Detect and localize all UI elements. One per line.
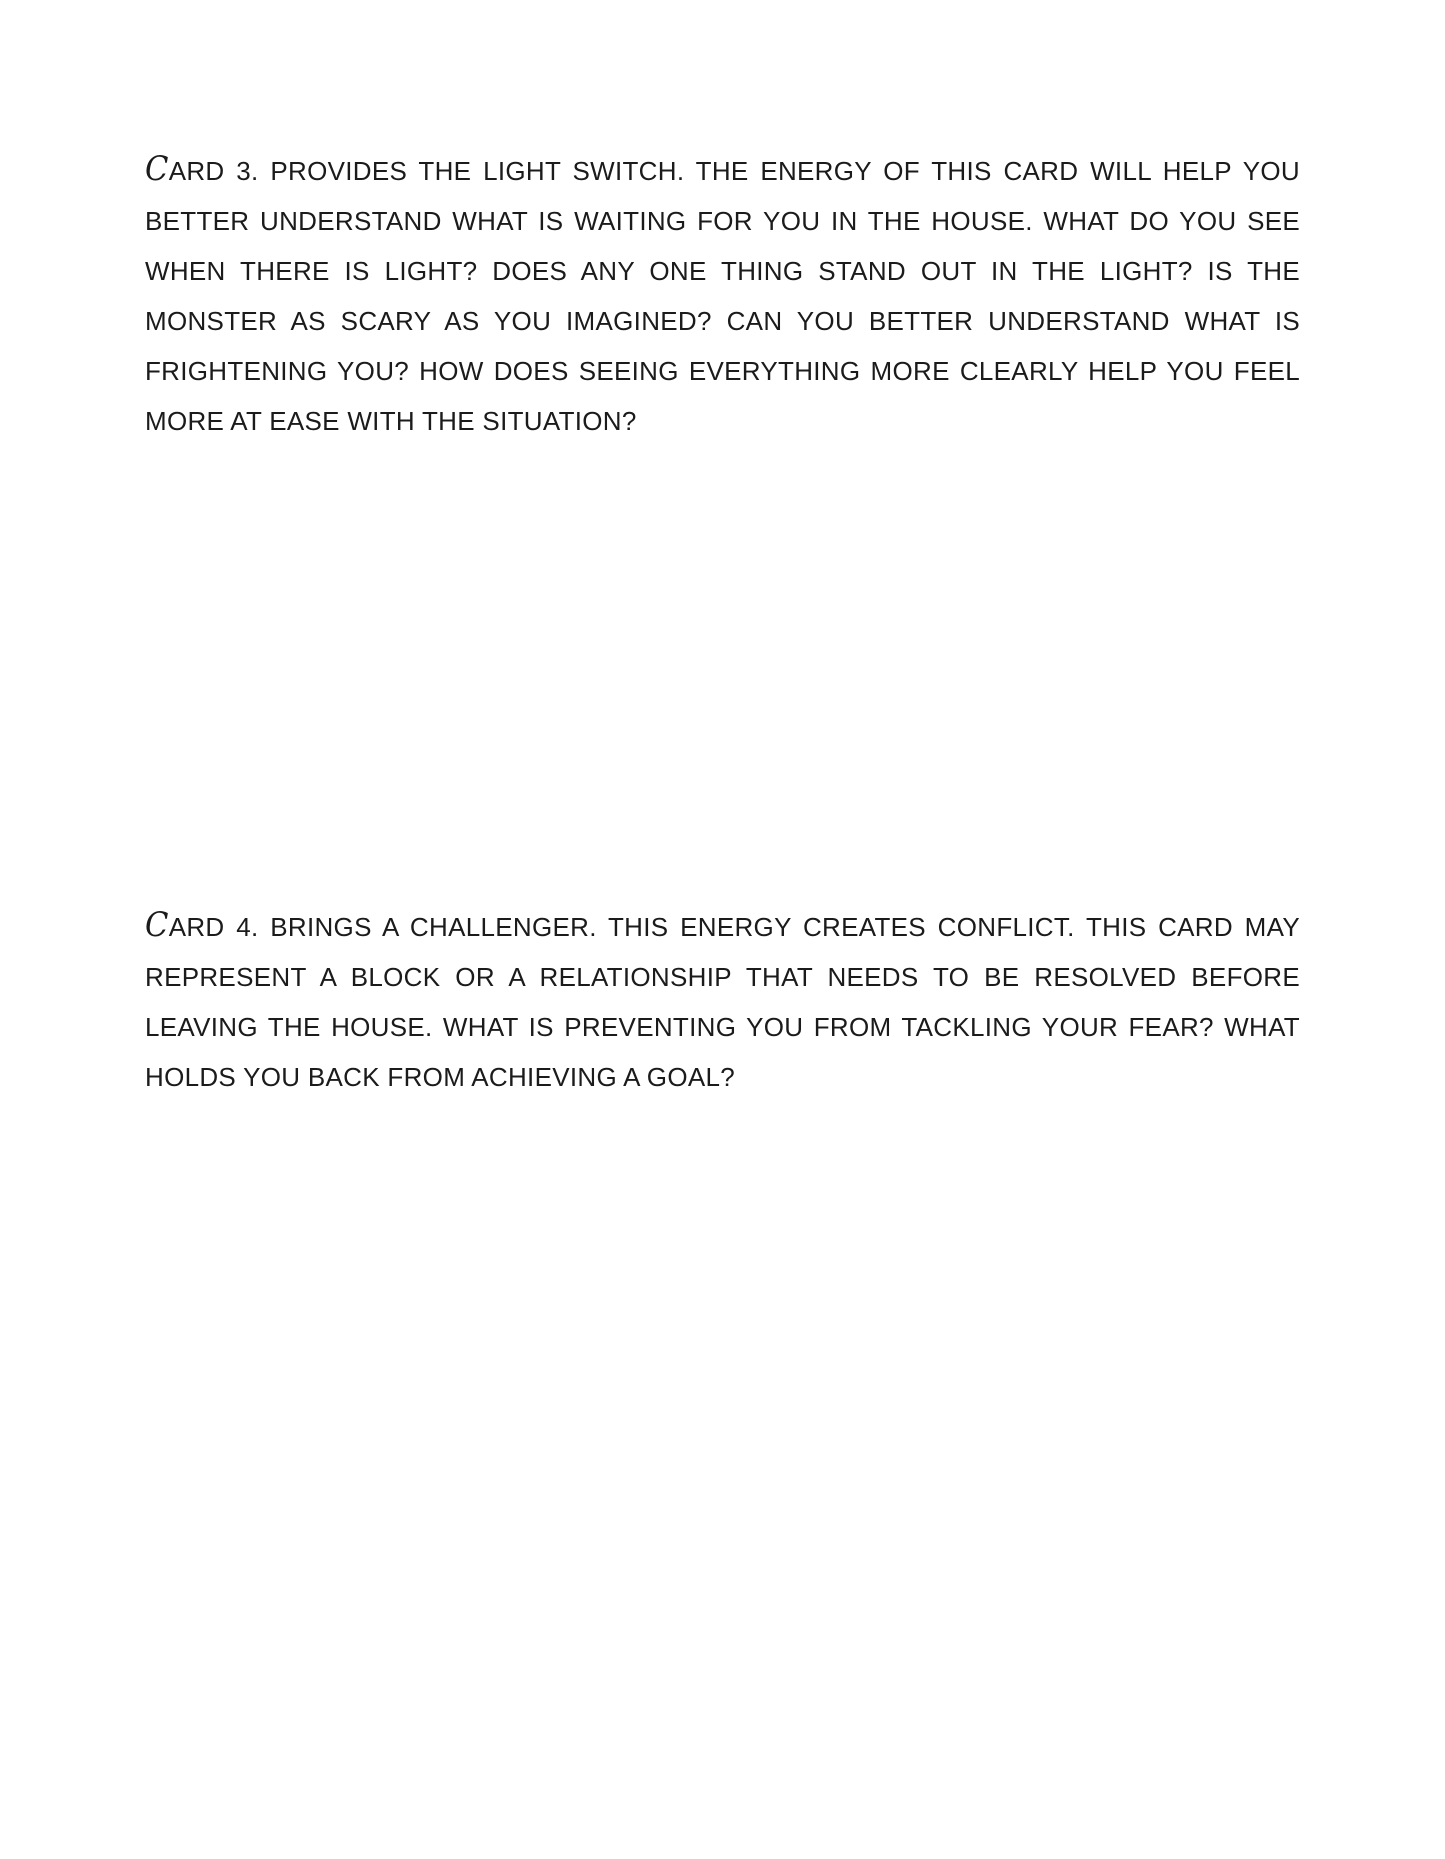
- card-4-paragraph: CARD 4. BRINGS A CHALLENGER. THIS ENERGY CREATES CONFLICT. THIS CARD MAY REPRESENT A BLOCK OR A RELATIONSHIP THAT NEEDS TO BE RESOLVED BEFORE LEAVING THE HOUSE. WHAT IS PREVENTING YOU FROM TACKLING YOUR FEAR? WHAT HOLDS YOU BACK FROM ACHIEVING A GOAL?: [145, 905, 1300, 1092]
- card-3-paragraph: CARD 3. PROVIDES THE LIGHT SWITCH. THE ENERGY OF THIS CARD WILL HELP YOU BETTER UNDERSTAND WHAT IS WAITING FOR YOU IN THE HOUSE. WHAT DO YOU SEE WHEN THERE IS LIGHT? DOES ANY ONE THING STAND OUT IN THE LIGHT? IS THE MONSTER AS SCARY AS YOU IMAGINED? CAN YOU BETTER UNDERSTAND WHAT IS FRIGHTENING YOU? HOW DOES SEEING EVERYTHING MORE CLEARLY HELP YOU FEEL MORE AT EASE WITH THE SITUATION?: [145, 149, 1300, 436]
